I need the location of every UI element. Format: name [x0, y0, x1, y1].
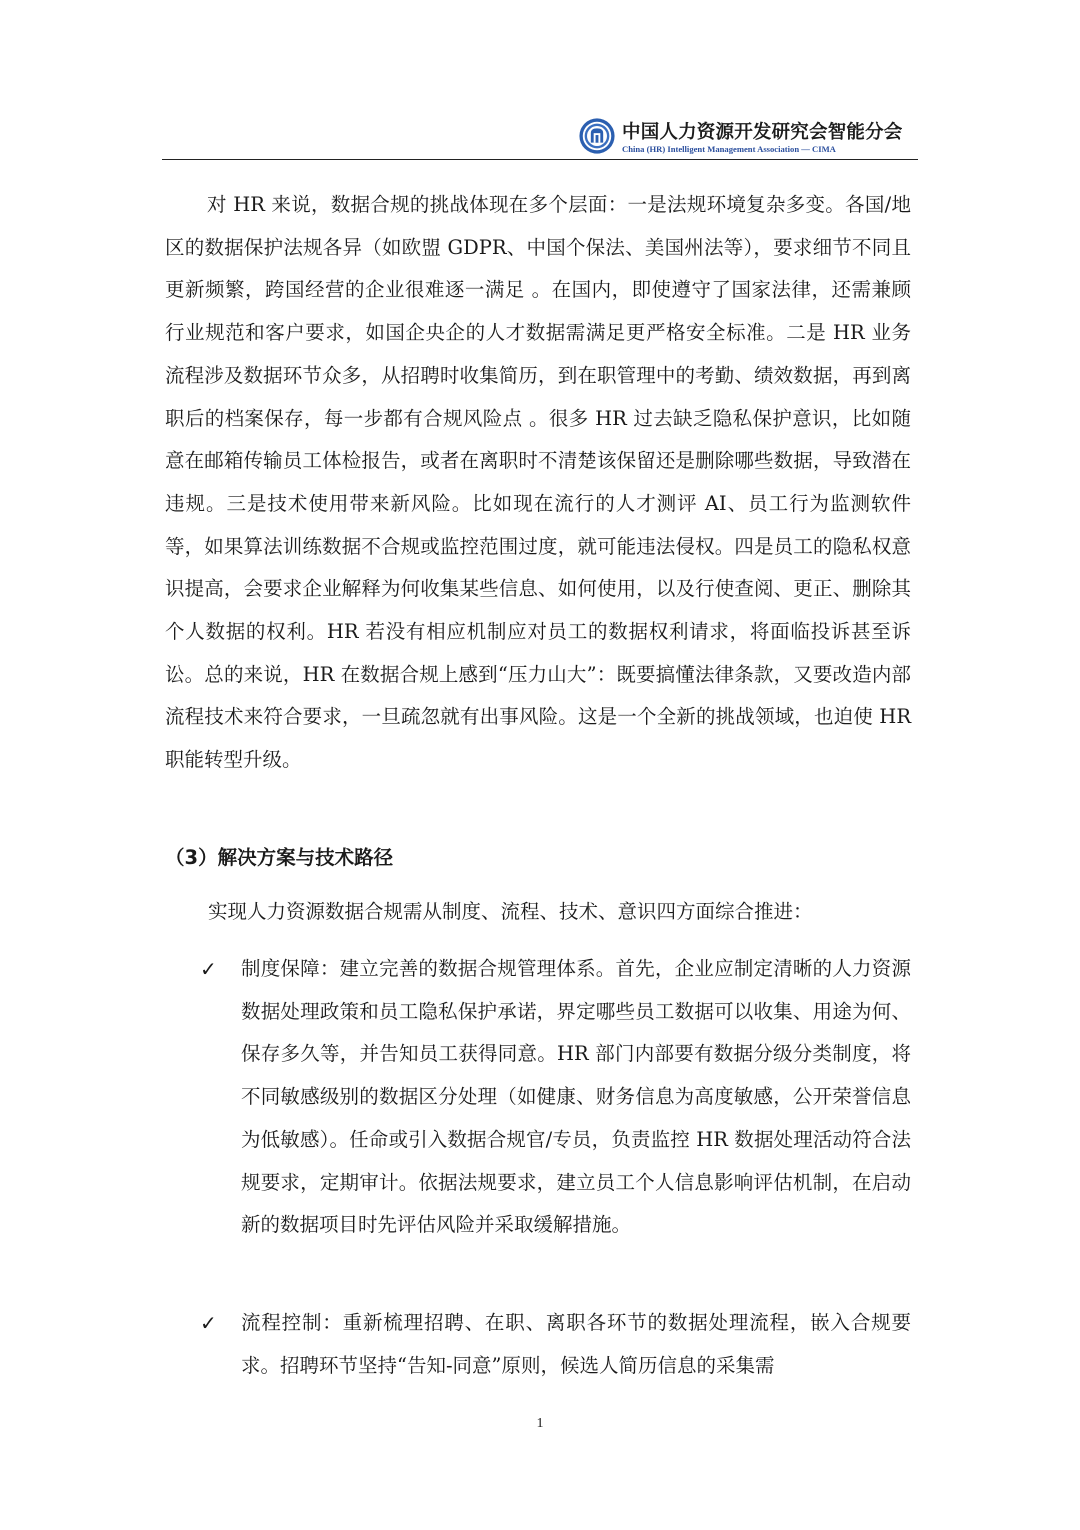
section-heading: （3）解决方案与技术路径 [165, 846, 394, 869]
list-item-text: 流程控制：重新梳理招聘、在职、离职各环节的数据处理流程，嵌入合规要求。招聘环节坚持“告知-同意”原则，候选人简历信息的采集需 [241, 1311, 911, 1377]
section-intro: 实现人力资源数据合规需从制度、流程、技术、意识四方面综合推进： [208, 900, 813, 923]
checkmark-icon: ✓ [200, 1311, 217, 1335]
list-item-text: 制度保障：建立完善的数据合规管理体系。首先，企业应制定清晰的人力资源数据处理政策和员工隐私保护承诺，界定哪些员工数据可以收集、用途为何、保存多久等，并告知员工获得同意。HR 部门内部要有数据分级分类制度，将不同敏感级别的数据区分处理（如健康、财务信息为高度敏感，公开荣誉信息为低敏感）。任命或引入数据合规官/专员，负责监控 HR 数据处理活动符合法规要求，定期审计。依据法规要求，建立员工个人信息影响评估机制，在启动新的数据项目时先评估风险并采取缓解措施。 [241, 957, 911, 1237]
checkmark-icon: ✓ [200, 957, 217, 981]
page-header [162, 112, 918, 160]
organization-name-cn: 中国人力资源开发研究会智能分会 [622, 122, 903, 143]
association-seal-icon [578, 117, 616, 155]
page-number: 1 [536, 1416, 544, 1431]
organization-name-en: China (HR) Intelligent Management Association — CIMA [622, 144, 836, 154]
header-divider [162, 159, 918, 160]
body-paragraph: 对 HR 来说，数据合规的挑战体现在多个层面：一是法规环境复杂多变。各国/地区的数据保护法规各异（如欧盟 GDPR、中国个保法、美国州法等），要求细节不同且更新频繁，跨国经营的企业很难逐一满足 。在国内，即使遵守了国家法律，还需兼顾行业规范和客户要求，如国企央企的人才数据需满足更严格安全标准。二是 HR 业务流程涉及数据环节众多，从招聘时收集简历，到在职管理中的考勤、绩效数据，再到离职后的档案保存，每一步都有合规风险点 。很多 HR 过去缺乏隐私保护意识，比如随意在邮箱传输员工体检报告，或者在离职时不清楚该保留还是删除哪些数据，导致潜在违规。三是技术使用带来新风险。比如现在流行的人才测评 AI、员工行为监测软件等，如果算法训练数据不合规或监控范围过度，就可能违法侵权。四是员工的隐私权意识提高，会要求企业解释为何收集某些信息、如何使用，以及行使查阅、更正、删除其个人数据的权利。HR 若没有相应机制应对员工的数据权利请求，将面临投诉甚至诉讼。总的来说，HR 在数据合规上感到“压力山大”：既要搞懂法律条款，又要改造内部流程技术来符合要求，一旦疏忽就有出事风险。这是一个全新的挑战领域，也迫使 HR 职能转型升级。 [165, 193, 911, 772]
